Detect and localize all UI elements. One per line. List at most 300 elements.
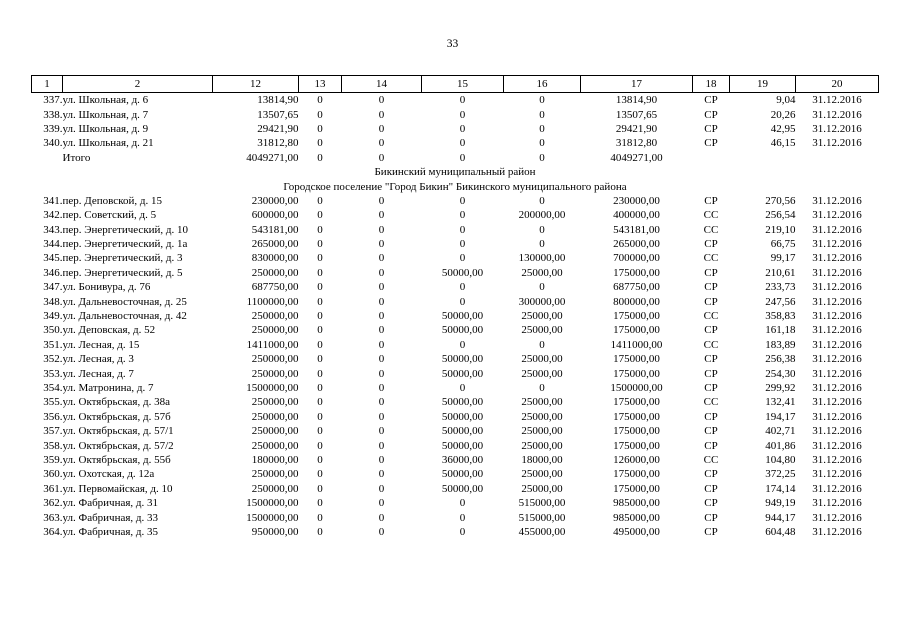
col-18-cell: СР [704,238,718,251]
row-number-cell: 338. [43,108,63,121]
col-14-cell: 0 [378,439,385,452]
col-15-cell: 50000,00 [441,353,484,366]
col-14-cell: 0 [378,338,385,351]
row-number-cell: 340. [43,137,63,150]
total-col-16-cell: 0 [539,151,545,164]
col-20-cell: 31.12.2016 [812,439,862,452]
row-number-cell: 359. [43,453,63,466]
col-14-cell: 0 [378,209,385,222]
col-15-cell: 0 [459,108,466,121]
col-13-cell: 0 [317,525,323,538]
col-13-cell: 0 [317,252,323,265]
col-13-cell: 0 [317,425,323,438]
col-12-cell: 950000,00 [251,525,299,538]
col-15-cell: 50000,00 [441,324,484,337]
col-18-cell: СР [704,137,718,150]
empty-cell [730,151,796,165]
total-col-13-cell: 0 [317,151,323,164]
total-row [32,151,879,165]
address-cell: ул. Фабричная, д. 33 [62,511,159,524]
col-15-cell: 50000,00 [441,396,484,409]
col-17-cell: 543181,00 [613,223,660,236]
table-row [32,352,879,366]
col-12-cell: 250000,00 [251,367,299,380]
table-row [32,338,879,352]
col-14-cell: 0 [378,425,385,438]
col-18-cell: СР [704,353,718,366]
col-20-cell: 31.12.2016 [812,382,862,394]
col-12-cell: 250000,00 [251,439,299,452]
col-19-cell: 401,86 [765,439,796,452]
row-number-cell: 361. [43,482,63,495]
col-18-cell: СР [704,511,718,524]
col-15-cell: 0 [459,94,466,107]
col-19-cell: 949,19 [765,497,796,510]
address-cell: ул. Матронина, д. 7 [62,382,154,394]
col-12-cell: 250000,00 [251,353,299,366]
table-row [32,438,879,452]
col-17-cell: 31812,80 [615,137,658,150]
table-row [32,424,879,438]
col-16-cell: 300000,00 [518,295,566,308]
total-col-14-cell: 0 [378,151,385,164]
table-row [32,453,879,467]
col-14-cell: 0 [378,410,385,423]
col-18-cell: СР [704,281,718,294]
col-15-cell: 50000,00 [441,367,484,380]
col-15-cell: 50000,00 [441,425,484,438]
col-12-cell: 13814,90 [257,94,299,107]
col-15-cell: 0 [459,281,466,294]
col-17-cell: 400000,00 [613,209,660,222]
col-15-cell: 0 [459,252,466,265]
col-19-cell: 132,41 [765,396,796,409]
col-17-cell: 985000,00 [613,497,660,510]
col-18-cell: СР [704,525,718,538]
row-number-cell: 350. [43,324,63,337]
col-16-cell: 25000,00 [521,353,563,366]
col-12-cell: 1500000,00 [246,382,299,394]
col-16-cell: 0 [539,338,545,351]
address-cell: ул. Фабричная, д. 35 [62,525,159,538]
empty-cell [693,151,730,165]
row-number-cell: 358. [43,439,63,452]
col-14-cell: 0 [378,482,385,495]
col-12-cell: 1500000,00 [246,497,299,510]
col-20-cell: 31.12.2016 [812,525,862,538]
col-17-cell: 230000,00 [613,194,660,207]
col-13-cell: 0 [317,122,323,135]
col-13-cell: 0 [317,439,323,452]
col-14-cell: 0 [378,137,385,150]
col-17-cell: 800000,00 [613,295,660,308]
col-17-cell: 700000,00 [613,252,660,265]
column-header-17: 17 [581,76,693,93]
col-13-cell: 0 [317,310,323,323]
col-15-cell: 50000,00 [441,439,484,452]
col-17-cell: 175000,00 [613,367,660,380]
col-16-cell: 25000,00 [521,410,563,423]
col-19-cell: 174,14 [765,482,796,495]
col-18-cell: СР [704,468,718,481]
col-20-cell: 31.12.2016 [812,310,862,323]
column-header-15: 15 [422,76,504,93]
col-16-cell: 18000,00 [521,453,563,466]
col-18-cell: СР [704,425,718,438]
col-19-cell: 358,83 [765,310,796,323]
col-12-cell: 180000,00 [251,453,299,466]
col-15-cell: 0 [459,122,466,135]
col-12-cell: 1500000,00 [246,511,299,524]
col-17-cell: 126000,00 [613,453,660,466]
col-20-cell: 31.12.2016 [812,468,862,481]
col-14-cell: 0 [378,525,385,538]
col-13-cell: 0 [317,511,323,524]
col-13-cell: 0 [317,281,323,294]
col-17-cell: 495000,00 [613,525,660,538]
row-number-cell: 355. [43,396,63,409]
col-18-cell: СС [703,209,719,222]
col-19-cell: 20,26 [770,108,796,121]
col-20-cell: 31.12.2016 [812,324,862,337]
address-cell: пер. Энергетический, д. 1а [62,238,188,251]
col-14-cell: 0 [378,453,385,466]
col-12-cell: 230000,00 [251,194,299,207]
col-18-cell: СР [704,482,718,495]
col-18-cell: СР [704,439,718,452]
table-row [32,525,879,539]
col-13-cell: 0 [317,497,323,510]
table-row [32,482,879,496]
column-header-12: 12 [213,76,299,93]
address-cell: ул. Школьная, д. 9 [62,122,149,135]
address-cell: пер. Деповской, д. 15 [62,194,162,207]
col-12-cell: 31812,80 [257,137,299,150]
col-16-cell: 0 [539,382,545,394]
col-12-cell: 687750,00 [251,281,299,294]
col-16-cell: 25000,00 [521,324,563,337]
total-col-17-cell: 4049271,00 [610,151,663,164]
col-14-cell: 0 [378,310,385,323]
col-16-cell: 0 [539,194,545,207]
table-row [32,467,879,481]
col-16-cell: 455000,00 [518,525,566,538]
col-17-cell: 175000,00 [613,353,660,366]
address-cell: ул. Лесная, д. 3 [62,353,134,366]
col-18-cell: СР [704,497,718,510]
col-14-cell: 0 [378,324,385,337]
row-number-cell: 364. [43,525,63,538]
column-header-14: 14 [342,76,422,93]
col-20-cell: 31.12.2016 [812,252,862,265]
address-cell: ул. Дальневосточная, д. 42 [62,310,187,323]
column-header-19: 19 [730,76,796,93]
col-15-cell: 0 [459,209,466,222]
col-15-cell: 0 [459,525,466,538]
col-19-cell: 270,56 [765,194,796,207]
col-15-cell: 50000,00 [441,468,484,481]
column-header-18: 18 [693,76,730,93]
col-17-cell: 985000,00 [613,511,660,524]
address-cell: ул. Октябрьская, д. 38а [62,396,170,409]
col-13-cell: 0 [317,137,323,150]
col-15-cell: 0 [459,194,466,207]
col-20-cell: 31.12.2016 [812,194,862,207]
page-number: 33 [446,38,459,50]
address-cell: ул. Бонивура, д. 76 [62,281,151,294]
col-12-cell: 250000,00 [251,482,299,495]
col-18-cell: СС [703,453,719,466]
col-16-cell: 0 [539,122,545,135]
col-17-cell: 175000,00 [613,425,660,438]
col-16-cell: 25000,00 [521,425,563,438]
col-12-cell: 250000,00 [251,310,299,323]
address-cell: ул. Охотская, д. 12а [62,468,155,481]
col-20-cell: 31.12.2016 [812,295,862,308]
row-number-cell: 351. [43,338,63,351]
col-17-cell: 175000,00 [613,439,660,452]
address-cell: пер. Энергетический, д. 10 [62,223,189,236]
section-header-row [32,165,879,179]
col-14-cell: 0 [378,266,385,279]
col-13-cell: 0 [317,223,323,236]
table-row [32,266,879,280]
col-14-cell: 0 [378,94,385,107]
col-17-cell: 175000,00 [613,468,660,481]
col-16-cell: 0 [539,108,545,121]
col-17-cell: 687750,00 [613,281,660,294]
col-16-cell: 515000,00 [518,511,566,524]
col-12-cell: 250000,00 [251,425,299,438]
col-16-cell: 0 [539,238,545,251]
col-12-cell: 265000,00 [251,238,299,251]
col-18-cell: СС [703,310,719,323]
col-17-cell: 13507,65 [615,108,658,121]
col-17-cell: 175000,00 [613,482,660,495]
table-row [32,496,879,510]
col-12-cell: 250000,00 [251,468,299,481]
table-row [32,280,879,294]
col-13-cell: 0 [317,266,323,279]
col-15-cell: 0 [459,497,466,510]
table-row [32,136,879,150]
col-13-cell: 0 [317,324,323,337]
address-cell: ул. Первомайская, д. 10 [62,482,173,495]
col-14-cell: 0 [378,223,385,236]
col-18-cell: СР [704,410,718,423]
col-16-cell: 25000,00 [521,396,563,409]
col-18-cell: СС [703,252,719,265]
address-cell: пер. Энергетический, д. 5 [62,266,183,279]
row-number-cell: 346. [43,266,63,279]
address-cell: пер. Советский, д. 5 [62,209,157,222]
col-14-cell: 0 [378,238,385,251]
col-19-cell: 299,92 [765,382,796,394]
row-number-cell: 357. [43,425,63,438]
address-cell: ул. Октябрьская, д. 57/1 [62,425,174,438]
col-20-cell: 31.12.2016 [812,453,862,466]
col-16-cell: 130000,00 [518,252,566,265]
table-row [32,510,879,524]
col-16-cell: 25000,00 [521,367,563,380]
col-19-cell: 183,89 [765,338,796,351]
row-number-cell: 341. [43,194,63,207]
col-14-cell: 0 [378,353,385,366]
col-18-cell: СР [704,266,718,279]
col-13-cell: 0 [317,468,323,481]
col-14-cell: 0 [378,468,385,481]
column-header-16: 16 [504,76,581,93]
address-cell: ул. Дальневосточная, д. 25 [62,295,187,308]
col-20-cell: 31.12.2016 [812,353,862,366]
col-12-cell: 830000,00 [251,252,299,265]
col-17-cell: 175000,00 [613,410,660,423]
address-cell: ул. Лесная, д. 7 [62,367,134,380]
col-12-cell: 250000,00 [251,410,299,423]
col-19-cell: 256,38 [765,353,796,366]
address-cell: ул. Деповская, д. 52 [62,324,156,337]
column-header-2: 2 [63,76,213,93]
row-number-cell: 354. [43,382,63,394]
col-20-cell: 31.12.2016 [812,94,862,107]
col-18-cell: СС [703,223,719,236]
col-20-cell: 31.12.2016 [812,410,862,423]
table-row [32,251,879,265]
col-19-cell: 46,15 [770,137,796,150]
col-14-cell: 0 [378,382,385,394]
col-17-cell: 13814,90 [615,94,658,107]
col-13-cell: 0 [317,453,323,466]
col-14-cell: 0 [378,511,385,524]
col-19-cell: 9,04 [776,94,796,107]
col-18-cell: СР [704,94,718,107]
row-number-cell: 347. [43,281,63,294]
col-19-cell: 402,71 [765,425,796,438]
table-row [32,122,879,136]
row-number-cell: 349. [43,310,63,323]
col-13-cell: 0 [317,194,323,207]
row-number-cell: 362. [43,497,63,510]
col-19-cell: 104,80 [765,453,796,466]
row-number-cell: 348. [43,295,63,308]
col-14-cell: 0 [378,295,385,308]
col-13-cell: 0 [317,238,323,251]
col-14-cell: 0 [378,497,385,510]
col-13-cell: 0 [317,396,323,409]
address-cell: ул. Фабричная, д. 31 [62,497,159,510]
row-number-cell: 337. [43,94,63,107]
col-19-cell: 42,95 [770,122,796,135]
row-number-cell: 353. [43,367,63,380]
row-number-cell: 343. [43,223,63,236]
table-row [32,194,879,208]
col-13-cell: 0 [317,410,323,423]
col-19-cell: 256,54 [765,209,796,222]
col-14-cell: 0 [378,194,385,207]
section-header: Городское поселение "Город Бикин" Бикинского муниципального района [283,180,627,193]
col-17-cell: 1500000,00 [610,382,663,394]
col-17-cell: 1411000,00 [610,338,663,351]
table-row [32,381,879,395]
table-row [32,208,879,222]
col-17-cell: 29421,90 [615,122,658,135]
column-header-row [32,76,879,93]
col-16-cell: 25000,00 [521,468,563,481]
col-20-cell: 31.12.2016 [812,266,862,279]
col-16-cell: 0 [539,281,545,294]
section-header: Бикинский муниципальный район [374,166,536,179]
col-16-cell: 200000,00 [518,209,566,222]
col-20-cell: 31.12.2016 [812,338,862,351]
col-16-cell: 0 [539,137,545,150]
col-20-cell: 31.12.2016 [812,396,862,409]
col-13-cell: 0 [317,353,323,366]
col-20-cell: 31.12.2016 [812,137,862,150]
col-15-cell: 50000,00 [441,482,484,495]
col-19-cell: 233,73 [765,281,796,294]
col-18-cell: СР [704,324,718,337]
register-table [31,75,879,539]
col-18-cell: СР [704,122,718,135]
col-19-cell: 210,61 [765,266,796,279]
col-18-cell: СС [703,396,719,409]
col-20-cell: 31.12.2016 [812,482,862,495]
col-13-cell: 0 [317,382,323,394]
col-15-cell: 0 [459,223,466,236]
col-19-cell: 194,17 [765,410,796,423]
col-15-cell: 50000,00 [441,266,484,279]
col-12-cell: 1100000,00 [246,295,299,308]
col-17-cell: 175000,00 [613,324,660,337]
total-col-15-cell: 0 [459,151,466,164]
col-20-cell: 31.12.2016 [812,108,862,121]
col-18-cell: СС [703,338,719,351]
col-19-cell: 66,75 [770,238,796,251]
row-number-cell: 339. [43,122,63,135]
col-12-cell: 1411000,00 [246,338,299,351]
address-cell: ул. Октябрьская, д. 57/2 [62,439,174,452]
col-18-cell: СР [704,194,718,207]
address-cell: ул. Школьная, д. 7 [62,108,149,121]
row-number-cell: 344. [43,238,63,251]
column-header-13: 13 [299,76,342,93]
address-cell: ул. Октябрьская, д. 57б [62,410,171,423]
col-13-cell: 0 [317,338,323,351]
row-number-cell: 352. [43,353,63,366]
col-14-cell: 0 [378,122,385,135]
col-19-cell: 161,18 [765,324,796,337]
col-20-cell: 31.12.2016 [812,281,862,294]
col-12-cell: 600000,00 [251,209,299,222]
col-18-cell: СР [704,108,718,121]
col-20-cell: 31.12.2016 [812,238,862,251]
col-20-cell: 31.12.2016 [812,367,862,380]
col-14-cell: 0 [378,108,385,121]
col-12-cell: 250000,00 [251,396,299,409]
total-label: Итого [62,151,91,164]
col-15-cell: 0 [459,338,466,351]
empty-cell [796,151,879,165]
address-cell: ул. Школьная, д. 6 [62,94,149,107]
col-20-cell: 31.12.2016 [812,425,862,438]
col-13-cell: 0 [317,209,323,222]
column-header-1: 1 [32,76,63,93]
table-body [32,93,879,540]
address-cell: ул. Лесная, д. 15 [62,338,140,351]
table-row [32,223,879,237]
col-19-cell: 604,48 [765,525,796,538]
address-cell: пер. Энергетический, д. 3 [62,252,183,265]
